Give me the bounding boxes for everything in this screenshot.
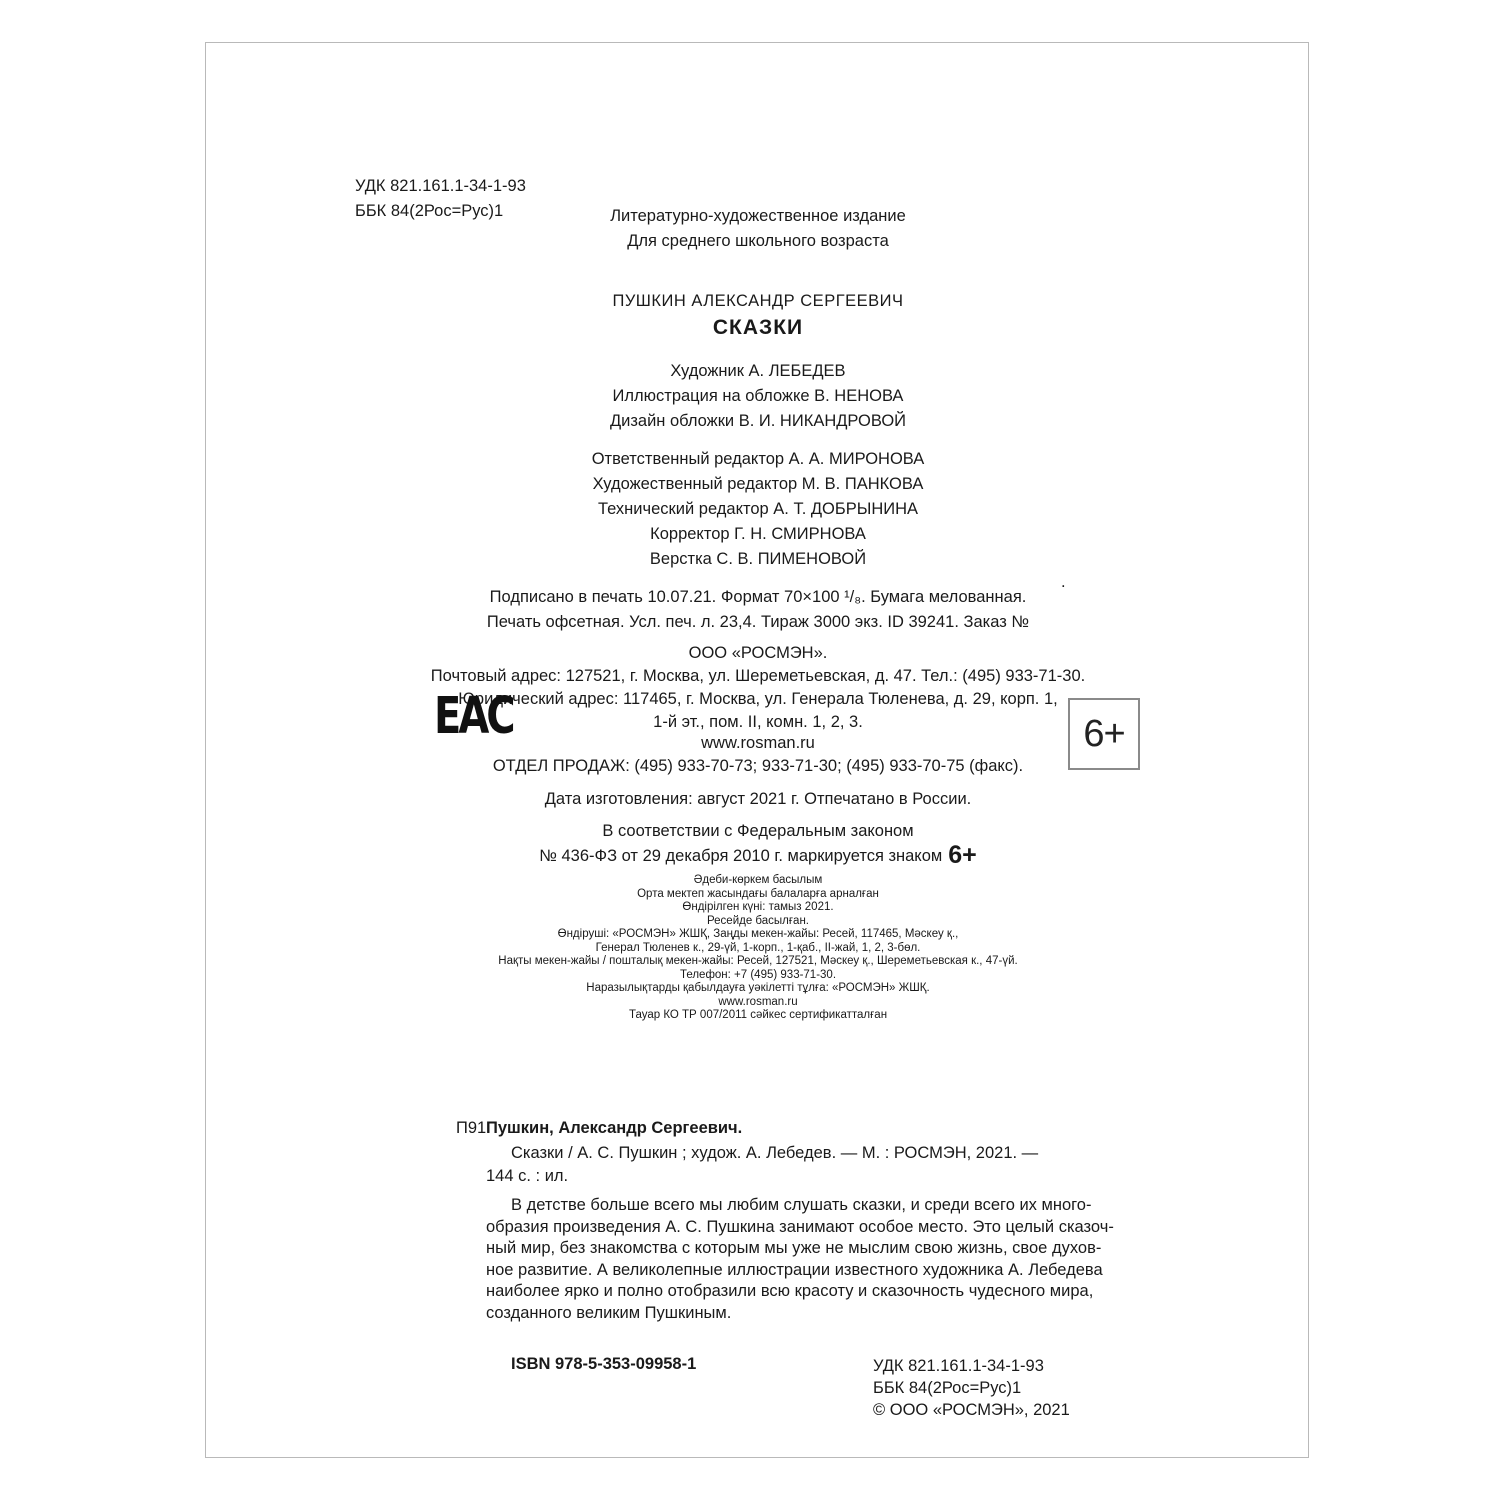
publisher-line: ООО «РОСМЭН». xyxy=(688,644,828,662)
annotation-line: ное развитие. А великолепные иллюстрации известного художника А. Лебедева xyxy=(486,1260,1103,1279)
print-info-block xyxy=(206,585,1310,635)
catalog-line: Сказки / А. С. Пушкин ; худож. А. Лебедев. — М. : РОСМЭН, 2021. — xyxy=(511,1144,1039,1162)
manufacture-block xyxy=(206,787,1310,812)
annotation-line: образия произведения А. С. Пушкина занимают особое место. Это целый сказоч- xyxy=(486,1217,1114,1236)
law-notice xyxy=(206,819,1310,868)
title-block xyxy=(206,313,1310,343)
kazakh-line: Наразылықтарды қабылдауға уәкілетті тұлға: «РОСМЭН» ЖШҚ. xyxy=(586,982,930,994)
book-title: СКАЗКИ xyxy=(712,316,804,339)
publisher-line: 1-й эт., пом. II, комн. 1, 2, 3. xyxy=(653,713,863,731)
edition-info xyxy=(206,204,1310,254)
sales-block xyxy=(206,754,1310,779)
annotation-line: ный мир, без знакомства с которым мы уже не мыслим свою жизнь, свое духов- xyxy=(486,1239,1102,1257)
bottom-classification-block xyxy=(873,1355,1070,1421)
bottom-classification-line: УДК 821.161.1-34-1-93 xyxy=(873,1357,1044,1375)
kazakh-line: Орта мектеп жасындағы балаларға арналған xyxy=(637,887,879,900)
editors-block xyxy=(206,447,1310,572)
age-rating-badge xyxy=(1068,698,1140,770)
credits-block xyxy=(206,359,1310,434)
kazakh-line: Тауар КО ТР 007/2011 сәйкес сертификатталған xyxy=(628,1009,888,1021)
bottom-classification-line: © ООО «РОСМЭН», 2021 xyxy=(873,1401,1070,1419)
credit-line: Художник А. ЛЕБЕДЕВ xyxy=(670,362,846,380)
author-name: ПУШКИН АЛЕКСАНДР СЕРГЕЕВИЧ xyxy=(612,292,904,310)
classification-code-line: УДК 821.161.1-34-1-93 xyxy=(355,177,526,195)
classification-code-line: ББК 84(2Рос=Рус)1 xyxy=(355,202,504,220)
publisher-line: Юридический адрес: 117465, г. Москва, ул. Генерала Тюленева, д. 29, корп. 1, xyxy=(458,690,1058,708)
publisher-line: Почтовый адрес: 127521, г. Москва, ул. Шереметьевская, д. 47. Тел.: (495) 933-71-30. xyxy=(430,667,1086,685)
audience: Для среднего школьного возраста xyxy=(627,232,889,250)
edition-type: Литературно-художественное издание xyxy=(610,207,906,225)
credit-line: Иллюстрация на обложке В. НЕНОВА xyxy=(612,387,904,405)
isbn: ISBN 978-5-353-09958-1 xyxy=(511,1355,697,1373)
author-block xyxy=(206,289,1310,314)
annotation-line: созданного великим Пушкиным. xyxy=(486,1303,732,1322)
order-number-dot: . xyxy=(1061,573,1066,591)
website-block xyxy=(206,732,1310,754)
bottom-classification-line: ББК 84(2Рос=Рус)1 xyxy=(873,1379,1022,1397)
annotation-paragraph xyxy=(486,1195,1114,1324)
kazakh-line: Телефон: +7 (495) 933-71-30. xyxy=(679,968,837,981)
eac-mark-icon: ЕАС xyxy=(434,687,513,746)
kazakh-imprint-block xyxy=(206,874,1310,1023)
catalog-description xyxy=(486,1142,1086,1187)
catalog-heading: Пушкин, Александр Сергеевич. xyxy=(486,1119,743,1137)
print-info-line: Печать офсетная. Усл. печ. л. 23,4. Тираж 3000 экз. ID 39241. Заказ № xyxy=(486,613,1030,631)
editor-line: Художественный редактор М. В. ПАНКОВА xyxy=(592,475,924,493)
kazakh-line: Нақты мекен-жайы / пошталық мекен-жайы: Ресей, 127521, Мәскеу қ., Шереметьевская к., 47-үй. xyxy=(498,955,1018,967)
kazakh-line: Өндіруші: «РОСМЭН» ЖШҚ, Заңды мекен-жайы: Ресей, 117465, Мәскеу қ., xyxy=(557,928,959,940)
print-info-line: Подписано в печать 10.07.21. Формат 70×100 ¹/₈. Бумага мелованная. xyxy=(489,588,1027,606)
law-age-badge: 6+ xyxy=(948,841,977,869)
manufacture-line: Дата изготовления: август 2021 г. Отпечатано в России. xyxy=(544,790,972,808)
law-line-2: № 436-ФЗ от 29 декабря 2010 г. маркируется знаком 6+ xyxy=(539,841,977,869)
catalog-line: 144 с. : ил. xyxy=(486,1166,569,1185)
kazakh-line: Генерал Тюленев к., 29-үй, 1-корп., 1-қаб., II-жай, 1, 2, 3-бөл. xyxy=(595,941,921,954)
kazakh-line: Ресейде басылған. xyxy=(706,914,809,927)
kazakh-line: www.rosman.ru xyxy=(718,995,798,1008)
annotation-line: наиболее ярко и полно отобразили всю красоту и сказочность чудесного мира, xyxy=(486,1282,1094,1300)
law-line-1: В соответствии с Федеральным законом xyxy=(602,822,914,840)
editor-line: Ответственный редактор А. А. МИРОНОВА xyxy=(591,450,925,468)
sales-line: ОТДЕЛ ПРОДАЖ: (495) 933-70-73; 933-71-30; (495) 933-70-75 (факс). xyxy=(492,757,1024,775)
publisher-block xyxy=(206,642,1310,734)
kazakh-line: Өндірілген күні: тамыз 2021. xyxy=(682,901,834,913)
editor-line: Корректор Г. Н. СМИРНОВА xyxy=(650,525,866,543)
website-url: www.rosman.ru xyxy=(701,734,815,752)
age-rating-text: 6+ xyxy=(1083,712,1125,755)
editor-line: Верстка С. В. ПИМЕНОВОЙ xyxy=(649,550,867,568)
credit-line: Дизайн обложки В. И. НИКАНДРОВОЙ xyxy=(609,412,907,430)
catalog-code: П91 xyxy=(456,1119,487,1137)
imprint-page xyxy=(205,42,1309,1458)
editor-line: Технический редактор А. Т. ДОБРЫНИНА xyxy=(597,500,919,518)
annotation-line: В детстве больше всего мы любим слушать сказки, и среди всего их много- xyxy=(511,1196,1092,1214)
kazakh-line: Әдеби-көркем басылым xyxy=(693,874,823,886)
